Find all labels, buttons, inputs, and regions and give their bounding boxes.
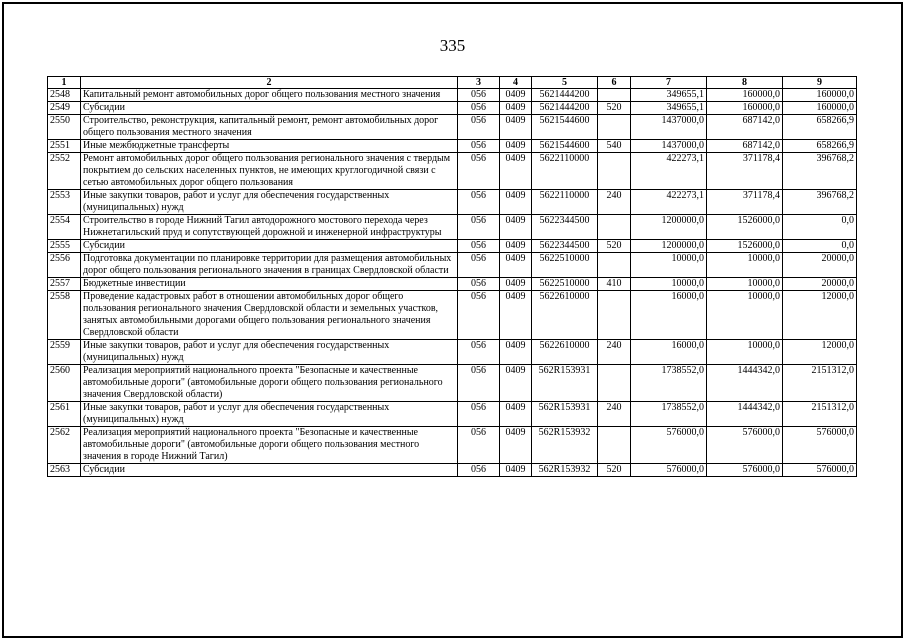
row-expense-type: [598, 365, 631, 402]
row-grbs-code: 056: [458, 365, 500, 402]
row-section-code: 0409: [500, 291, 532, 340]
row-section-code: 0409: [500, 402, 532, 427]
row-target-code: 5622344500: [532, 240, 598, 253]
row-value-col9: 160000,0: [783, 102, 857, 115]
row-section-code: 0409: [500, 89, 532, 102]
row-name: Иные закупки товаров, работ и услуг для обеспечения государственных (муниципальных) нужд: [81, 402, 458, 427]
header-col-1: 1: [48, 77, 81, 89]
row-name: Капитальный ремонт автомобильных дорог общего пользования местного значения: [81, 89, 458, 102]
row-expense-type: [598, 89, 631, 102]
row-value-col8: 687142,0: [707, 140, 783, 153]
row-number: 2559: [48, 340, 81, 365]
header-col-7: 7: [631, 77, 707, 89]
row-value-col8: 10000,0: [707, 253, 783, 278]
row-value-col7: 349655,1: [631, 89, 707, 102]
header-col-3: 3: [458, 77, 500, 89]
row-number: 2553: [48, 190, 81, 215]
row-name: Реализация мероприятий национального проекта "Безопасные и качественные автомобильные дороги" (автомобильные дороги общего пользования местного значения в городе Нижний Тагил): [81, 427, 458, 464]
row-name: Субсидии: [81, 464, 458, 477]
row-value-col8: 1444342,0: [707, 402, 783, 427]
row-value-col9: 20000,0: [783, 278, 857, 291]
row-value-col9: 396768,2: [783, 153, 857, 190]
row-section-code: 0409: [500, 153, 532, 190]
row-value-col8: 576000,0: [707, 427, 783, 464]
row-value-col9: 20000,0: [783, 253, 857, 278]
row-grbs-code: 056: [458, 402, 500, 427]
row-grbs-code: 056: [458, 427, 500, 464]
row-section-code: 0409: [500, 278, 532, 291]
row-target-code: 562R153931: [532, 365, 598, 402]
row-value-col8: 687142,0: [707, 115, 783, 140]
row-number: 2562: [48, 427, 81, 464]
row-name: Бюджетные инвестиции: [81, 278, 458, 291]
row-grbs-code: 056: [458, 140, 500, 153]
row-name: Ремонт автомобильных дорог общего пользования регионального значения с твердым покрытием до сельских населенных пунктов, не имеющих круглогодичной связи с сетью автомобильных дорог общего пользования: [81, 153, 458, 190]
table-row: [48, 340, 857, 365]
table-row: [48, 365, 857, 402]
row-grbs-code: 056: [458, 253, 500, 278]
table-row: [48, 115, 857, 140]
row-number: 2563: [48, 464, 81, 477]
row-expense-type: 240: [598, 190, 631, 215]
row-name: Иные закупки товаров, работ и услуг для обеспечения государственных (муниципальных) нужд: [81, 190, 458, 215]
row-target-code: 5622610000: [532, 340, 598, 365]
row-value-col7: 349655,1: [631, 102, 707, 115]
row-section-code: 0409: [500, 140, 532, 153]
row-target-code: 5621544600: [532, 140, 598, 153]
table-row: [48, 278, 857, 291]
row-value-col8: 1444342,0: [707, 365, 783, 402]
row-name: Иные закупки товаров, работ и услуг для обеспечения государственных (муниципальных) нужд: [81, 340, 458, 365]
row-value-col7: 1437000,0: [631, 140, 707, 153]
row-value-col9: 576000,0: [783, 464, 857, 477]
header-col-4: 4: [500, 77, 532, 89]
row-grbs-code: 056: [458, 190, 500, 215]
row-expense-type: 520: [598, 102, 631, 115]
row-number: 2554: [48, 215, 81, 240]
row-target-code: 5622610000: [532, 291, 598, 340]
row-value-col7: 422273,1: [631, 153, 707, 190]
row-number: 2560: [48, 365, 81, 402]
budget-table: [47, 76, 857, 477]
row-expense-type: [598, 153, 631, 190]
row-target-code: 562R153932: [532, 427, 598, 464]
row-value-col9: 12000,0: [783, 340, 857, 365]
row-number: 2548: [48, 89, 81, 102]
header-col-2: 2: [81, 77, 458, 89]
row-section-code: 0409: [500, 253, 532, 278]
header-row: [48, 77, 857, 89]
row-expense-type: 540: [598, 140, 631, 153]
row-grbs-code: 056: [458, 278, 500, 291]
row-target-code: 5621444200: [532, 102, 598, 115]
row-number: 2558: [48, 291, 81, 340]
table-row: [48, 190, 857, 215]
table-row: [48, 89, 857, 102]
row-value-col9: 0,0: [783, 215, 857, 240]
table-row: [48, 102, 857, 115]
row-value-col9: 2151312,0: [783, 365, 857, 402]
row-name: Субсидии: [81, 102, 458, 115]
row-number: 2552: [48, 153, 81, 190]
row-expense-type: [598, 215, 631, 240]
row-number: 2549: [48, 102, 81, 115]
row-value-col8: 160000,0: [707, 89, 783, 102]
row-expense-type: 410: [598, 278, 631, 291]
row-section-code: 0409: [500, 365, 532, 402]
row-value-col7: 1200000,0: [631, 240, 707, 253]
row-grbs-code: 056: [458, 89, 500, 102]
row-value-col8: 371178,4: [707, 190, 783, 215]
table-row: [48, 140, 857, 153]
header-col-6: 6: [598, 77, 631, 89]
row-section-code: 0409: [500, 240, 532, 253]
header-col-5: 5: [532, 77, 598, 89]
row-name: Строительство в городе Нижний Тагил автодорожного мостового перехода через Нижнетагильский пруд и сопутствующей дорожной и инженерной инфраструктуры: [81, 215, 458, 240]
row-section-code: 0409: [500, 190, 532, 215]
row-section-code: 0409: [500, 102, 532, 115]
row-grbs-code: 056: [458, 115, 500, 140]
row-value-col9: 396768,2: [783, 190, 857, 215]
row-expense-type: 240: [598, 340, 631, 365]
row-value-col8: 160000,0: [707, 102, 783, 115]
table-row: [48, 427, 857, 464]
row-value-col7: 16000,0: [631, 340, 707, 365]
table-row: [48, 464, 857, 477]
row-value-col7: 16000,0: [631, 291, 707, 340]
row-value-col7: 576000,0: [631, 427, 707, 464]
row-expense-type: 520: [598, 240, 631, 253]
row-expense-type: 240: [598, 402, 631, 427]
table-row: [48, 215, 857, 240]
row-value-col8: 10000,0: [707, 340, 783, 365]
row-number: 2556: [48, 253, 81, 278]
row-value-col9: 658266,9: [783, 140, 857, 153]
row-target-code: 5621444200: [532, 89, 598, 102]
row-name: Иные межбюджетные трансферты: [81, 140, 458, 153]
row-value-col8: 576000,0: [707, 464, 783, 477]
row-value-col9: 160000,0: [783, 89, 857, 102]
row-expense-type: [598, 291, 631, 340]
row-name: Проведение кадастровых работ в отношении автомобильных дорог общего пользования регионального значения Свердловской области и земельных участков, занятых автомобильными дорогами общего пользования регионального значения Свердловской области: [81, 291, 458, 340]
table-row: [48, 402, 857, 427]
table-row: [48, 153, 857, 190]
header-col-9: 9: [783, 77, 857, 89]
row-expense-type: [598, 253, 631, 278]
row-number: 2550: [48, 115, 81, 140]
table-row: [48, 253, 857, 278]
row-number: 2551: [48, 140, 81, 153]
row-expense-type: 520: [598, 464, 631, 477]
row-number: 2561: [48, 402, 81, 427]
page-number: 335: [439, 36, 466, 55]
row-grbs-code: 056: [458, 464, 500, 477]
row-target-code: 562R153931: [532, 402, 598, 427]
row-grbs-code: 056: [458, 291, 500, 340]
row-target-code: 5622510000: [532, 278, 598, 291]
row-value-col7: 10000,0: [631, 278, 707, 291]
row-target-code: 5622510000: [532, 253, 598, 278]
row-value-col9: 12000,0: [783, 291, 857, 340]
row-section-code: 0409: [500, 115, 532, 140]
row-section-code: 0409: [500, 464, 532, 477]
row-grbs-code: 056: [458, 102, 500, 115]
row-grbs-code: 056: [458, 240, 500, 253]
row-value-col7: 576000,0: [631, 464, 707, 477]
table-row: [48, 240, 857, 253]
row-name: Субсидии: [81, 240, 458, 253]
row-value-col7: 1200000,0: [631, 215, 707, 240]
row-value-col8: 371178,4: [707, 153, 783, 190]
row-value-col9: 0,0: [783, 240, 857, 253]
row-value-col7: 422273,1: [631, 190, 707, 215]
row-section-code: 0409: [500, 340, 532, 365]
row-value-col8: 10000,0: [707, 291, 783, 340]
row-name: Строительство, реконструкция, капитальный ремонт, ремонт автомобильных дорог общего пользования местного значения: [81, 115, 458, 140]
row-value-col9: 576000,0: [783, 427, 857, 464]
row-target-code: 5622344500: [532, 215, 598, 240]
row-grbs-code: 056: [458, 215, 500, 240]
row-value-col9: 658266,9: [783, 115, 857, 140]
row-target-code: 5621544600: [532, 115, 598, 140]
row-value-col8: 1526000,0: [707, 240, 783, 253]
row-value-col8: 10000,0: [707, 278, 783, 291]
row-value-col9: 2151312,0: [783, 402, 857, 427]
row-name: Подготовка документации по планировке территории для размещения автомобильных дорог общего пользования регионального значения в границах Свердловской области: [81, 253, 458, 278]
row-value-col7: 10000,0: [631, 253, 707, 278]
row-value-col8: 1526000,0: [707, 215, 783, 240]
row-target-code: 562R153932: [532, 464, 598, 477]
row-number: 2555: [48, 240, 81, 253]
row-grbs-code: 056: [458, 153, 500, 190]
row-target-code: 5622110000: [532, 153, 598, 190]
table-row: [48, 291, 857, 340]
row-grbs-code: 056: [458, 340, 500, 365]
row-section-code: 0409: [500, 427, 532, 464]
row-name: Реализация мероприятий национального проекта "Безопасные и качественные автомобильные дороги" (автомобильные дороги общего пользования регионального значения Свердловской области): [81, 365, 458, 402]
row-target-code: 5622110000: [532, 190, 598, 215]
row-value-col7: 1738552,0: [631, 402, 707, 427]
row-expense-type: [598, 427, 631, 464]
row-number: 2557: [48, 278, 81, 291]
header-col-8: 8: [707, 77, 783, 89]
row-section-code: 0409: [500, 215, 532, 240]
row-value-col7: 1437000,0: [631, 115, 707, 140]
row-value-col7: 1738552,0: [631, 365, 707, 402]
row-expense-type: [598, 115, 631, 140]
